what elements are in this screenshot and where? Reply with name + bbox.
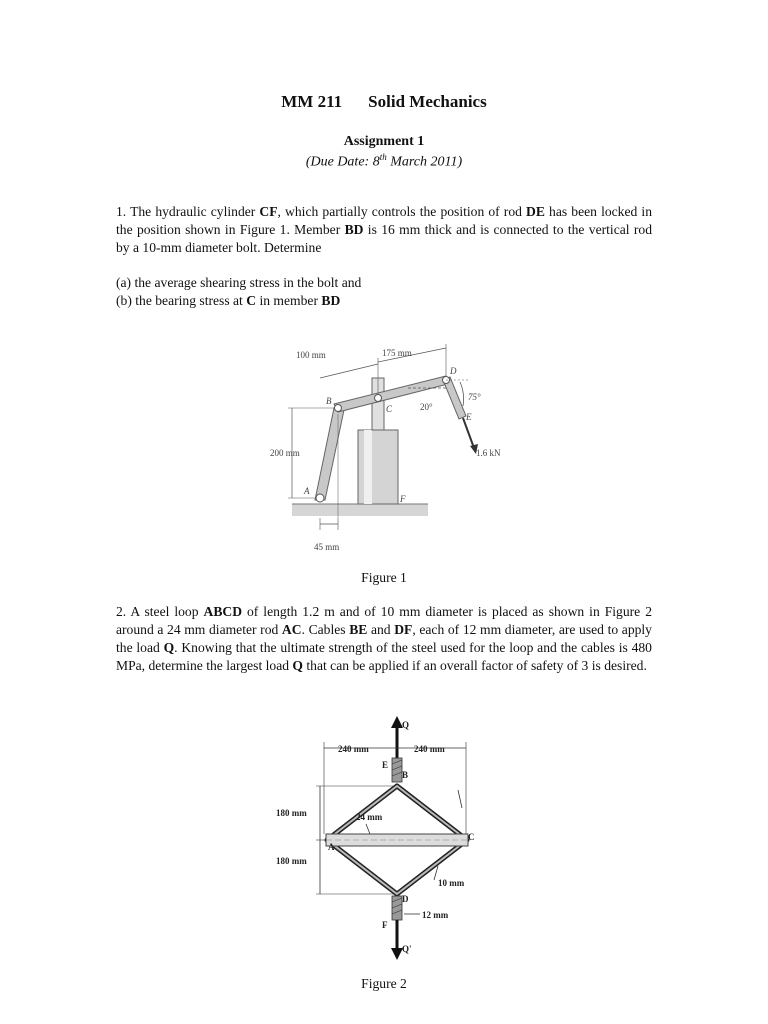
fig2-label-qprime: Q' [402, 944, 412, 954]
fig1-label-angle-20: 20° [420, 402, 433, 412]
fig1-label-100: 100 mm [296, 350, 326, 360]
fig2-dim-10-leader-top [458, 790, 462, 808]
q2-bold-ac: AC [281, 622, 302, 637]
fig2-label-180b: 180 mm [276, 856, 307, 866]
q1-bold-cf: CF [259, 204, 278, 219]
q1-bold-bd: BD [344, 222, 364, 237]
q2-text-6: . Knowing that the ultimate strength of the steel used for the loop and the cables is 480 MPa, determine the largest load [116, 640, 652, 673]
question-2-text [116, 603, 652, 675]
fig2-label-a: A [328, 842, 335, 852]
due-sup: th [379, 152, 387, 162]
q1-text-2: , which partially controls the position of rod [277, 204, 527, 219]
q2-bold-df: DF [394, 622, 413, 637]
fig2-label-180a: 180 mm [276, 808, 307, 818]
figure-1-diagram [260, 338, 520, 560]
fig2-dim-24-leader [366, 824, 370, 834]
fig1-pin-b [335, 405, 342, 412]
fig2-label-10: 10 mm [438, 878, 465, 888]
fig1-label-a: A [304, 486, 310, 496]
fig2-cable-df [392, 896, 402, 920]
fig1-label-d: D [450, 366, 457, 376]
question-1-part-b [116, 292, 340, 310]
fig1-label-45: 45 mm [314, 542, 340, 552]
q2-bold-be: BE [349, 622, 368, 637]
figure-2-caption: Figure 2 [361, 976, 407, 991]
q2-text-4: and [367, 622, 395, 637]
q2-text-3: . Cables [301, 622, 350, 637]
q1b-text-1: (b) the bearing stress at [116, 293, 247, 308]
fig2-label-24: 24 mm [356, 812, 383, 822]
fig2-label-d: D [402, 894, 409, 904]
fig1-label-e: E [466, 412, 472, 422]
fig2-label-b: B [402, 770, 409, 780]
q2-text-1: 2. A steel loop [116, 604, 204, 619]
fig2-label-240b: 240 mm [414, 744, 445, 754]
q1b-bold-c: C [246, 293, 257, 308]
q2-bold-abcd: ABCD [203, 604, 243, 619]
q1b-bold-bd: BD [321, 293, 341, 308]
figure-1-caption: Figure 1 [361, 570, 407, 585]
course-code: MM 211 [281, 92, 343, 111]
fig2-label-240a: 240 mm [338, 744, 369, 754]
q2-text-7: that can be applied if an overall factor of safety of 3 is desired. [303, 658, 647, 673]
question-1-text [116, 203, 652, 257]
fig1-ground [292, 504, 428, 516]
fig1-load-arrow [463, 418, 474, 448]
question-1-part-a: (a) the average shearing stress in the bolt and [116, 275, 362, 290]
q2-text-2: of length 1.2 m and of 10 mm diameter is placed as shown in Figure 2 around a 24 mm diameter rod [116, 604, 652, 637]
q1-bold-de: DE [526, 204, 545, 219]
course-name: Solid Mechanics [368, 92, 487, 111]
fig2-label-e: E [382, 760, 389, 770]
q1-text-4: is 16 mm thick and is connected to the vertical rod by a 10-mm diameter bolt. Determine [116, 222, 652, 255]
q1-text-3: has been locked in the position shown in Figure 1. Member [116, 204, 652, 237]
fig1-label-175: 175 mm [382, 348, 412, 358]
assignment-heading: Assignment 1 [343, 134, 425, 149]
figure-2-diagram [270, 716, 500, 964]
fig1-label-angle-75: 75° [468, 392, 481, 402]
fig1-pin-c [375, 395, 382, 402]
fig2-label-f: F [382, 920, 388, 930]
q1b-text-2: in member [256, 293, 322, 308]
fig2-cable-be [392, 758, 402, 782]
q2-bold-q2: Q [292, 658, 303, 673]
fig1-link-ab [315, 408, 344, 500]
fig1-label-load: 1.6 kN [476, 448, 501, 458]
q2-bold-q1: Q [163, 640, 175, 655]
fig1-pin-a [316, 494, 324, 502]
fig1-cylinder-highlight [364, 430, 372, 504]
q2-text-5: , each of 12 mm diameter, are used to apply the load [116, 622, 652, 655]
due-prefix: (Due Date: 8 [305, 154, 380, 170]
fig1-label-b: B [326, 396, 332, 406]
fig1-label-f: F [400, 494, 406, 504]
fig2-label-12: 12 mm [422, 910, 449, 920]
due-date [0, 152, 768, 171]
page-title [0, 92, 768, 112]
fig2-label-q: Q [402, 720, 410, 730]
fig2-label-c: C [468, 832, 475, 842]
due-suffix: March 2011) [386, 154, 463, 170]
fig1-label-c: C [386, 404, 393, 414]
fig1-label-200: 200 mm [270, 448, 300, 458]
q1-text-1: 1. The hydraulic cylinder [116, 204, 260, 219]
fig1-dim-100-line [320, 364, 378, 378]
